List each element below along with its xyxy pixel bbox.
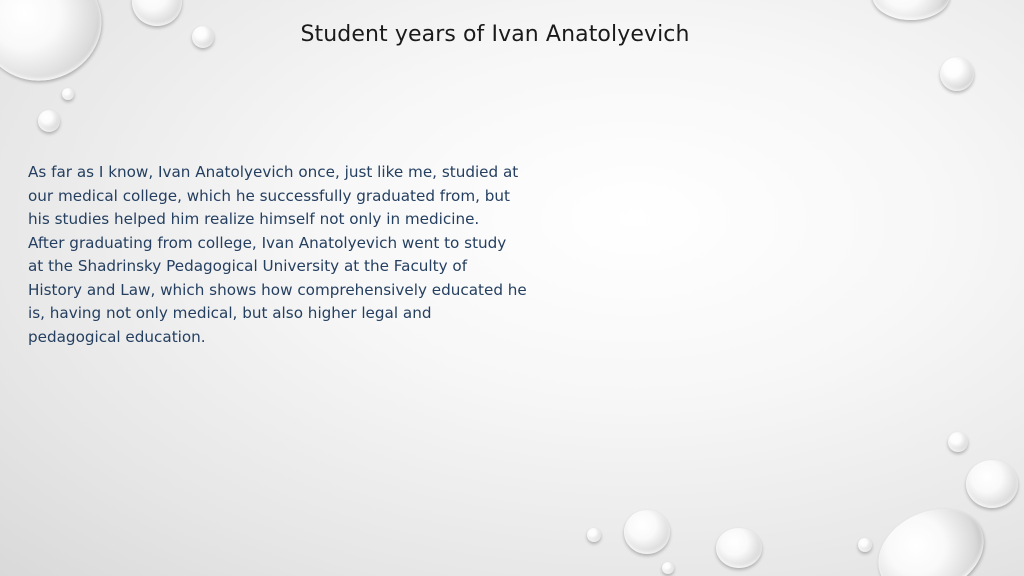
body-text <box>28 161 528 349</box>
water-drop-decoration <box>62 88 74 100</box>
body-text-line: at the Shadrinsky Pedagogical University at the Faculty of <box>28 257 468 275</box>
water-drop-decoration <box>624 510 670 554</box>
body-text-line: After graduating from college, Ivan Anatolyevich went to study <box>28 233 507 252</box>
water-drop-decoration <box>864 493 998 576</box>
body-text-line: As far as I know, Ivan Anatolyevich once, just like me, studied at <box>28 163 519 181</box>
body-text-line: History and Law, which shows how comprehensively educated he <box>28 280 527 299</box>
body-text-line: our medical college, which he successfully graduated from, but <box>28 186 511 205</box>
water-drop-decoration <box>662 562 674 574</box>
water-drop-decoration <box>132 0 182 26</box>
water-drop-decoration <box>872 0 950 20</box>
body-text-line: pedagogical education. <box>28 327 206 346</box>
water-drop-decoration <box>716 528 762 568</box>
body-text-line: is, having not only medical, but also higher legal and <box>28 304 432 322</box>
water-drop-decoration <box>940 57 974 91</box>
water-drop-decoration <box>38 110 60 132</box>
body-text-line: his studies helped him realize himself not only in medicine. <box>28 210 480 228</box>
water-drop-decoration <box>587 528 601 542</box>
water-drop-decoration <box>858 538 872 552</box>
water-drop-decoration <box>192 26 214 48</box>
water-drop-decoration <box>948 432 968 452</box>
water-drop-decoration <box>966 460 1018 508</box>
water-drop-decoration <box>0 0 117 97</box>
slide-title: Student years of Ivan Anatolyevich <box>300 22 690 47</box>
